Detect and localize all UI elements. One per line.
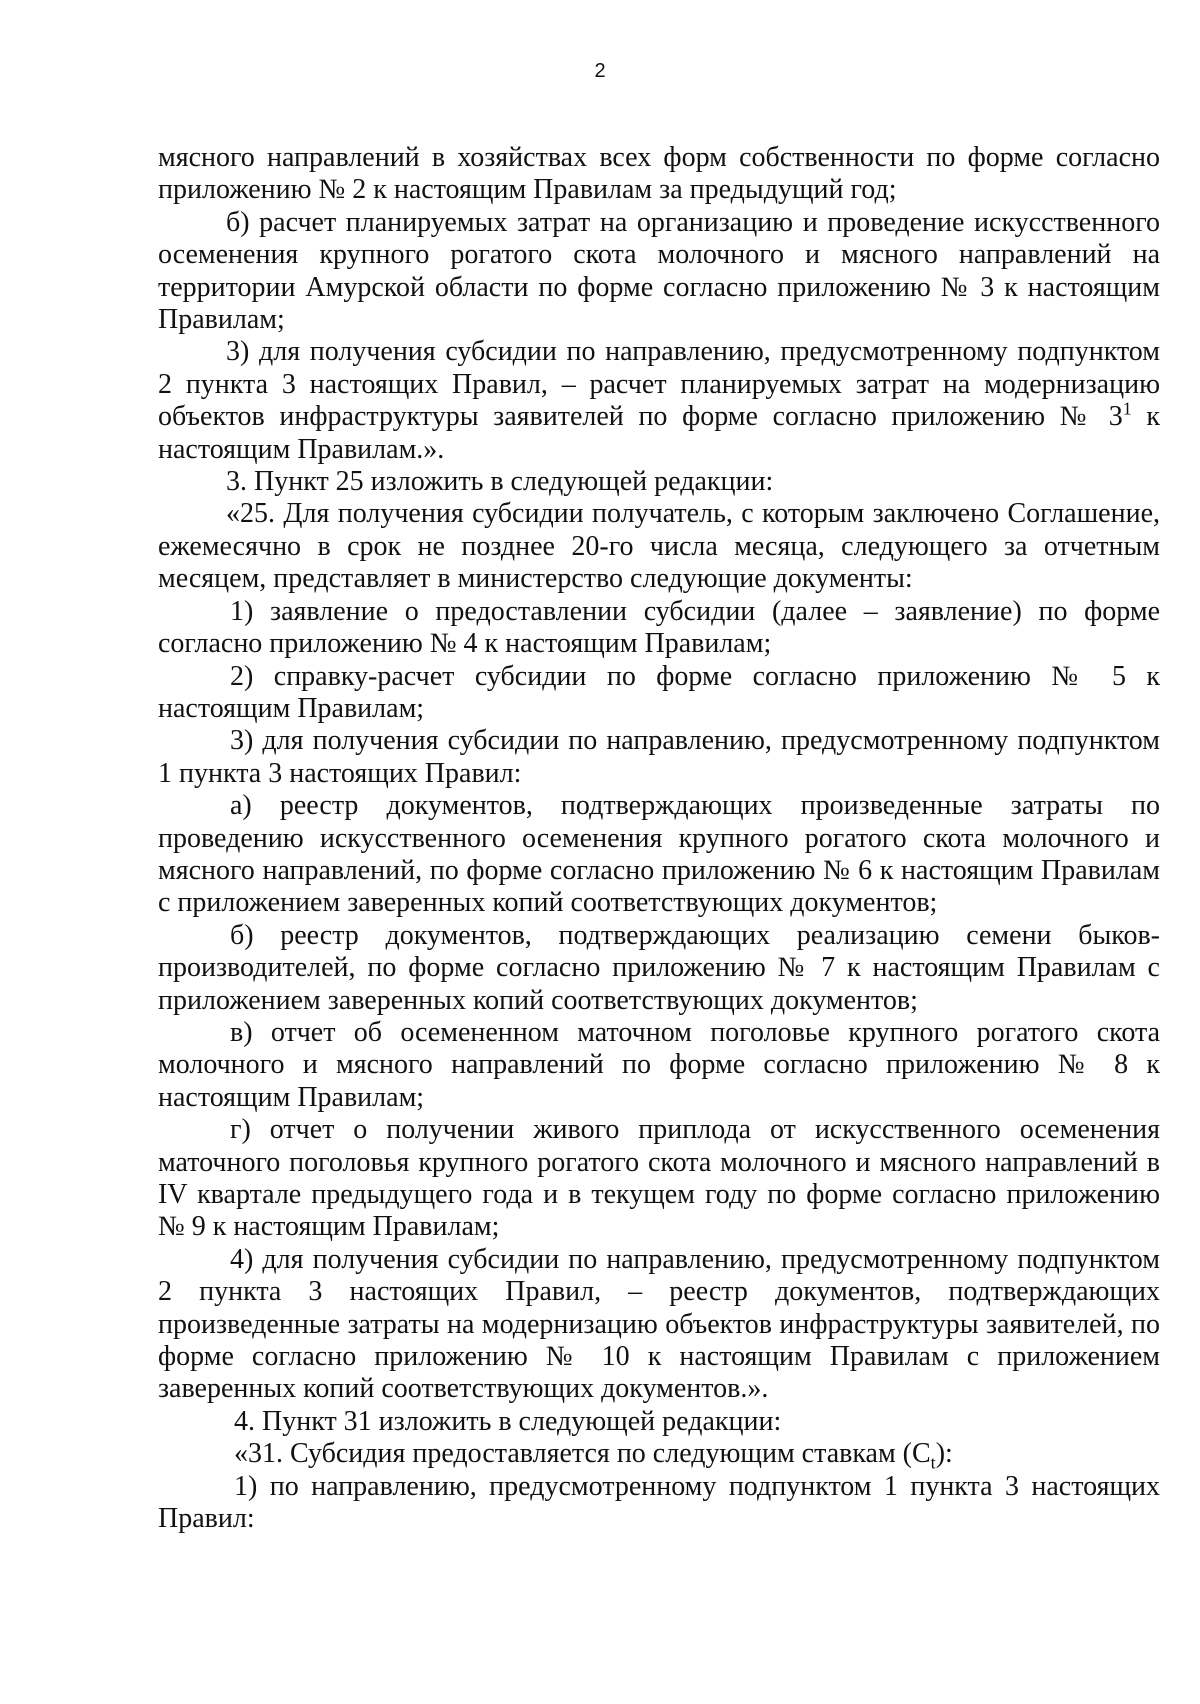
- paragraph-doc-3a: а) реестр документов, подтверждающих произведенные затраты по проведению искусственного осеменения крупного рогатого скота молочного и мясного направлений, по форме согласно приложению № 6 к настоящим Правилам с приложением заверенных копий соответствующих документов;: [158, 790, 1160, 919]
- paragraph-continuation: мясного направлений в хозяйствах всех форм собственности по форме согласно приложению № 2 к настоящим Правилам за предыдущий год;: [158, 142, 1160, 206]
- paragraph-doc-1: 1) заявление о предоставлении субсидии (далее – заявление) по форме согласно приложению № 4 к настоящим Правилам;: [158, 595, 1160, 660]
- paragraph-doc-3: 3) для получения субсидии по направлению, предусмотренному подпунктом 1 пункта 3 настоящих Правил:: [158, 725, 1160, 789]
- superscript-1: 1: [1122, 398, 1132, 419]
- paragraph-clause-31-text: «31. Субсидия предоставляется по следующим ставкам (C: [234, 1438, 931, 1470]
- paragraph-doc-3g: г) отчет о получении живого приплода от искусственного осеменения маточного поголовья крупного рогатого скота молочного и мясного направлений в IV квартале предыдущего года и в текущем году по форме согласно приложению № 9 к настоящим Правилам;: [158, 1114, 1160, 1243]
- subscript-t: t: [930, 1452, 936, 1473]
- paragraph-doc-4: 4) для получения субсидии по направлению, предусмотренному подпунктом 2 пункта 3 настоящих Правил, – реестр документов, подтверждающих произведенные затраты на модернизацию объектов инфраструктуры заявителей, по форме согласно приложению № 10 к настоящим Правилам с приложением заверенных копий соответствующих документов.».: [158, 1243, 1160, 1405]
- paragraph-item-b: б) расчет планируемых затрат на организацию и проведение искусственного осеменения крупного рогатого скота молочного и мясного направлений на территории Амурской области по форме согласно приложению № 3 к настоящим Правилам;: [158, 206, 1160, 336]
- paragraph-doc-3b: б) реестр документов, подтверждающих реализацию семени быков-производителей, по форме согласно приложению № 7 к настоящим Правилам с приложением заверенных копий соответствующих документов;: [158, 919, 1160, 1016]
- paragraph-doc-2: 2) справку-расчет субсидии по форме согласно приложению № 5 к настоящим Правилам;: [158, 660, 1160, 724]
- paragraph-point-4: 4. Пункт 31 изложить в следующей редакции:: [234, 1405, 782, 1437]
- paragraph-point-3: 3. Пункт 25 изложить в следующей редакции:: [226, 466, 774, 498]
- paragraph-item-3-tail: к настоящим Правилам.».: [158, 401, 1161, 465]
- paragraph-item-3-text: 3) для получения субсидии по направлению, предусмотренному подпунктом 2 пункта 3 настоящих Правил, – расчет планируемых затрат на модернизацию объектов инфраструктуры заявителей по форме согласно приложению № 3: [158, 336, 1160, 433]
- document-body: [158, 142, 1160, 1535]
- page-number: 2: [594, 60, 606, 82]
- paragraph-item-3: [158, 336, 1160, 466]
- paragraph-clause-31: [158, 1438, 1160, 1473]
- paragraph-doc-3v: в) отчет об осемененном маточном поголовье крупного рогатого скота молочного и мясного направлений по форме согласно приложению № 8 к настоящим Правилам;: [158, 1016, 1160, 1113]
- paragraph-clause-31-tail: ):: [935, 1438, 953, 1470]
- paragraph-rate-1: 1) по направлению, предусмотренному подпунктом 1 пункта 3 настоящих Правил:: [158, 1470, 1160, 1535]
- paragraph-clause-25: «25. Для получения субсидии получатель, с которым заключено Соглашение, ежемесячно в срок не позднее 20-го числа месяца, следующего за отчетным месяцем, представляет в министерство следующие документы:: [158, 498, 1160, 595]
